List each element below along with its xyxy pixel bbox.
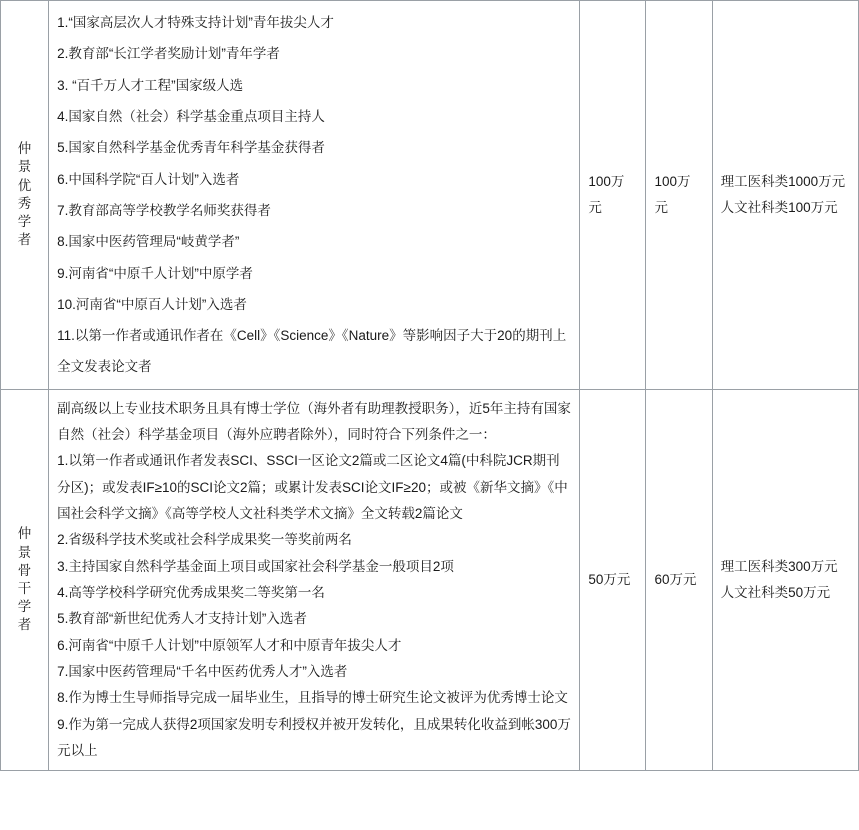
criteria-item: 4.国家自然（社会）科学基金重点项目主持人 bbox=[57, 108, 325, 124]
criteria-item: 1.“国家高层次人才特殊支持计划”青年拔尖人才 bbox=[57, 15, 334, 30]
row-title-text: 仲景优秀学者 bbox=[17, 141, 32, 248]
criteria-item: 2.教育部“长江学者奖励计划”青年学者 bbox=[57, 46, 280, 62]
row-fund-cell: 100万元 bbox=[580, 1, 646, 390]
criteria-item: 7.国家中医药管理局“千名中医药优秀人才”入选者 bbox=[57, 663, 348, 679]
criteria-item: 1.以第一作者或通讯作者发表SCI、SSCI一区论文2篇或二区论文4篇(中科院JCR期刊分区)；或发表IF≥10的SCI论文2篇；或累计发表SCI论文IF≥20；或被《新华文摘》《中国社会科学文摘》《高等学校人文社科类学术文摘》全文转载2篇论文 bbox=[57, 453, 568, 521]
criteria-item: 2.省级科学技术奖或社会科学成果奖一等奖前两名 bbox=[57, 532, 352, 548]
criteria-intro: 副高级以上专业技术职务且具有博士学位（海外者有助理教授职务），近5年主持有国家自然（社会）科学基金项目（海外应聘者除外），同时符合下列条件之一： bbox=[57, 400, 571, 443]
criteria-item: 9.河南省“中原千人计划”中原学者 bbox=[57, 265, 253, 281]
criteria-list bbox=[57, 7, 571, 383]
criteria-item: 3. “百千万人才工程”国家级人选 bbox=[57, 77, 244, 93]
criteria-item: 5.国家自然科学基金优秀青年科学基金获得者 bbox=[57, 140, 325, 156]
research-item: 理工医科类1000万元 bbox=[720, 173, 846, 189]
criteria-item: 7.教育部高等学校教学名师奖获得者 bbox=[57, 202, 271, 218]
row-research-cell bbox=[712, 1, 858, 390]
criteria-item: 6.中国科学院“百人计划”入选者 bbox=[57, 171, 240, 187]
row-criteria-cell bbox=[49, 1, 580, 390]
table-row bbox=[1, 1, 859, 390]
row-title-cell bbox=[1, 389, 49, 770]
research-item: 理工医科类300万元 bbox=[720, 558, 838, 574]
criteria-list bbox=[57, 396, 571, 764]
row-criteria-cell bbox=[49, 389, 580, 770]
row-title-cell bbox=[1, 1, 49, 390]
row-title-text: 仲景骨干学者 bbox=[17, 526, 32, 633]
criteria-item: 6.河南省“中原千人计划”中原领军人才和中原青年拔尖人才 bbox=[57, 637, 402, 653]
criteria-item: 8.国家中医药管理局“岐黄学者” bbox=[57, 234, 240, 250]
criteria-item: 4.高等学校科学研究优秀成果奖二等奖第一名 bbox=[57, 584, 325, 600]
row-subsidy-cell: 60万元 bbox=[646, 389, 712, 770]
table-row bbox=[1, 389, 859, 770]
criteria-item: 3.主持国家自然科学基金面上项目或国家社会科学基金一般项目2项 bbox=[57, 558, 454, 574]
criteria-item: 11.以第一作者或通讯作者在《Cell》《Science》《Nature》等影响因子大于20的期刊上全文发表论文者 bbox=[57, 328, 567, 375]
row-subsidy-cell: 100万元 bbox=[646, 1, 712, 390]
row-research-cell bbox=[712, 389, 858, 770]
criteria-item: 8.作为博士生导师指导完成一届毕业生，且指导的博士研究生论文被评为优秀博士论文 bbox=[57, 690, 568, 706]
criteria-item: 5.教育部“新世纪优秀人才支持计划”入选者 bbox=[57, 611, 307, 627]
research-item: 人文社科类50万元 bbox=[720, 584, 831, 600]
criteria-item: 9.作为第一完成人获得2项国家发明专利授权并被开发转化，且成果转化收益到帐300万元以上 bbox=[57, 716, 571, 758]
research-item: 人文社科类100万元 bbox=[720, 199, 838, 215]
criteria-item: 10.河南省“中原百人计划”入选者 bbox=[57, 296, 247, 312]
row-fund-cell: 50万元 bbox=[580, 389, 646, 770]
